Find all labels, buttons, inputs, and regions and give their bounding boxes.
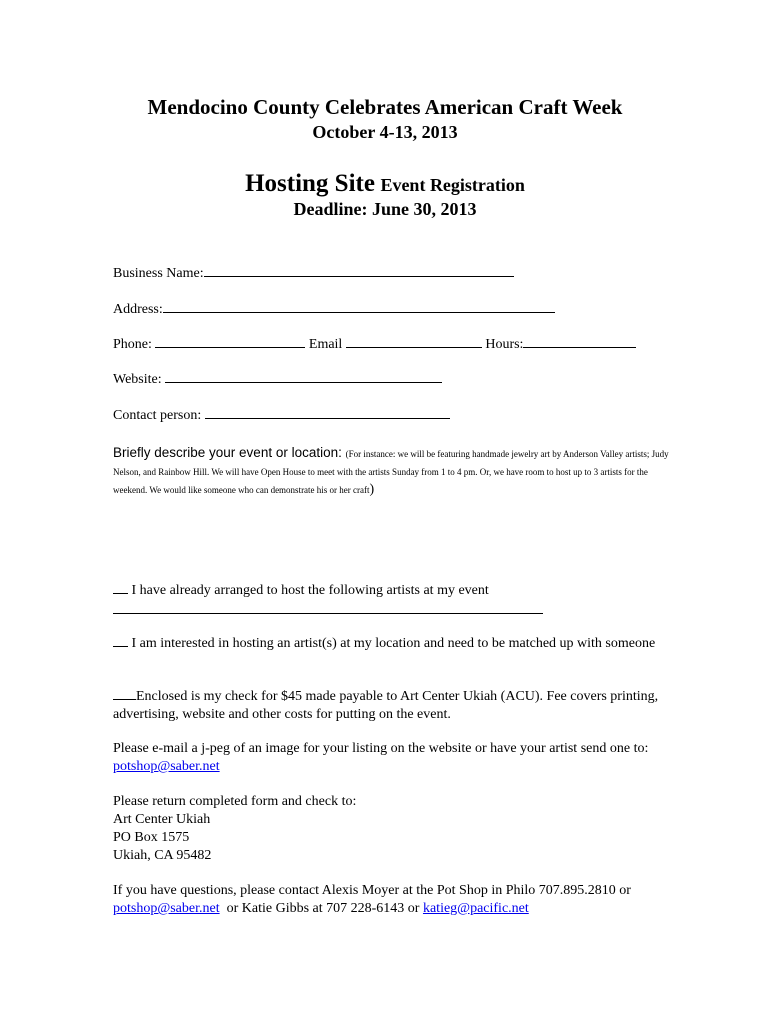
- email-label: Email: [308, 337, 343, 352]
- artists-blank[interactable]: [113, 600, 543, 614]
- hours-blank[interactable]: [523, 334, 636, 348]
- jpeg-email-link[interactable]: potshop@saber.net: [113, 759, 220, 774]
- return-intro: Please return completed form and check to:: [113, 794, 357, 809]
- option-enclosed: [113, 686, 673, 724]
- address-row: [113, 299, 555, 319]
- website-label: Website:: [113, 372, 162, 387]
- description-instructions: For instance: we will be featuring handmade jewelry art by Anderson Valley artists; Judy Nelson, and Rainbow Hill. We will have Open House to meet with the artists Sunday from 1 to 4 pm. Or, we have room to host up to 3 artists for the weekend. We would like someone who can demonstrate his or her craft: [113, 449, 669, 495]
- option-enclosed-text: Enclosed is my check for $45 made payable to Art Center Ukiah (ACU). Fee covers printing, advertising, website and other costs for putting on the event.: [113, 689, 659, 722]
- option-interested-check[interactable]: [113, 633, 128, 647]
- contact-email-link-1[interactable]: potshop@saber.net: [113, 901, 220, 916]
- questions-contact: [113, 882, 683, 918]
- website-row: [113, 369, 442, 389]
- option-interested: [113, 633, 673, 653]
- contact-text-2: or Katie Gibbs at 707 228-6143 or: [219, 901, 423, 916]
- phone-blank[interactable]: [155, 334, 305, 348]
- form-title-sub: Event Registration: [380, 175, 525, 195]
- contact-person-label: Contact person:: [113, 408, 202, 423]
- phone-label: Phone:: [113, 337, 152, 352]
- return-address: [113, 793, 673, 865]
- return-city: Ukiah, CA 95482: [113, 848, 212, 863]
- contact-person-row: [113, 405, 450, 425]
- option-interested-text: I am interested in hosting an artist(s) at my location and need to be matched up with someone: [131, 636, 656, 651]
- option-enclosed-check[interactable]: [113, 686, 136, 700]
- form-title-main: Hosting Site: [245, 170, 375, 197]
- return-po-box: PO Box 1575: [113, 830, 190, 845]
- event-title: Mendocino County Celebrates American Craft Week: [147, 95, 623, 119]
- return-name: Art Center Ukiah: [113, 812, 211, 827]
- description-open-paren: (: [345, 449, 349, 459]
- description-lead: Briefly describe your event or location:: [113, 445, 346, 460]
- business-name-label: Business Name:: [113, 266, 204, 281]
- contact-text-1: If you have questions, please contact Alexis Moyer at the Pot Shop in Philo 707.895.2810 or: [113, 883, 631, 898]
- option-arranged-check[interactable]: [113, 580, 128, 594]
- phone-row: [113, 334, 636, 354]
- option-arranged-text: I have already arranged to host the following artists at my event: [131, 583, 489, 598]
- address-label: Address:: [113, 302, 163, 317]
- jpeg-note-text: Please e-mail a j-peg of an image for your listing on the website or have your artist send one to:: [113, 741, 649, 756]
- deadline: Deadline: June 30, 2013: [293, 199, 477, 219]
- contact-person-blank[interactable]: [205, 405, 450, 419]
- address-blank[interactable]: [163, 299, 555, 313]
- hours-label: Hours:: [485, 337, 524, 352]
- form-title: [0, 170, 770, 198]
- contact-email-link-2[interactable]: katieg@pacific.net: [422, 901, 529, 916]
- event-description-prompt: [113, 444, 673, 499]
- website-blank[interactable]: [165, 369, 442, 383]
- business-name-row: [113, 263, 514, 283]
- event-dates: October 4-13, 2013: [312, 122, 458, 142]
- jpeg-note: [113, 740, 673, 776]
- email-blank[interactable]: [346, 334, 482, 348]
- option-arranged: [113, 580, 673, 620]
- description-close-paren: ): [369, 482, 375, 497]
- business-name-blank[interactable]: [204, 263, 514, 277]
